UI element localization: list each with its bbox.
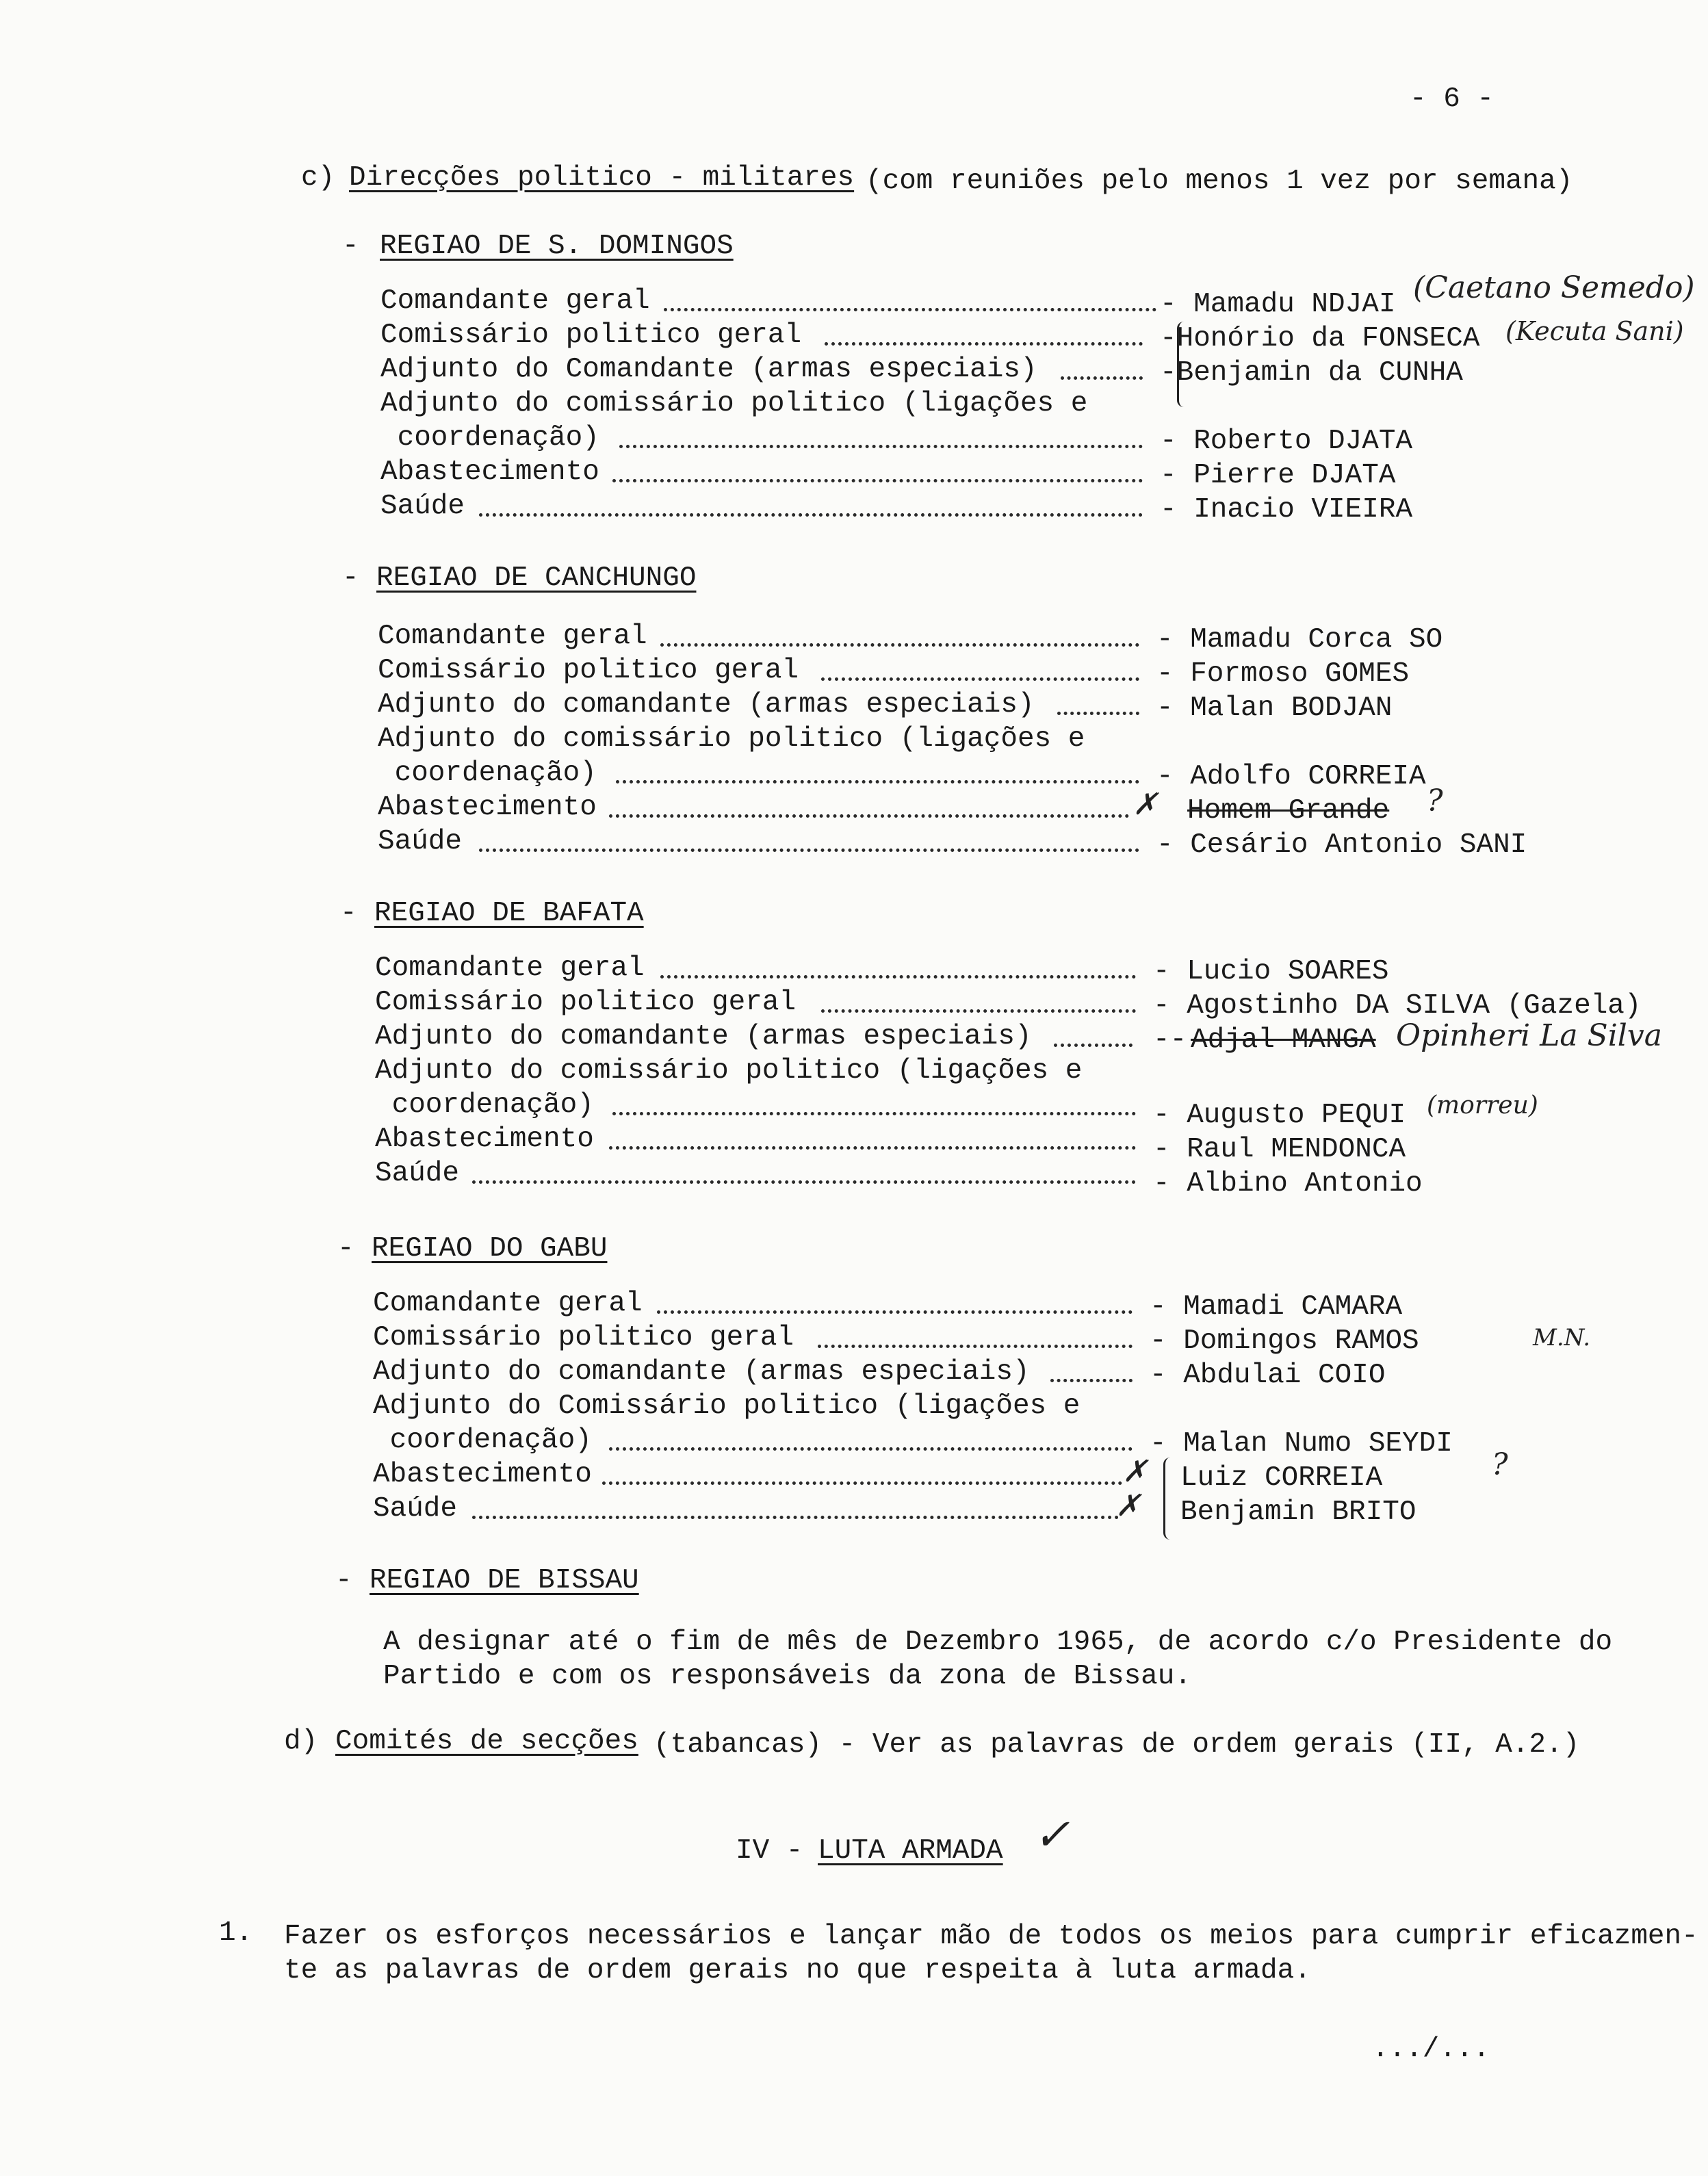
person-name: - Domingos RAMOS: [1150, 1325, 1419, 1357]
handwritten-question: ?: [1427, 783, 1443, 818]
region-dash: -: [335, 1565, 352, 1596]
person-name: - Mamadi CAMARA: [1150, 1291, 1403, 1323]
leader-dots: [664, 308, 1156, 311]
leader-dots: [609, 1146, 1136, 1150]
person-name: -Honório da FONSECA: [1160, 323, 1480, 354]
person-name: - Raul MENDONCA: [1153, 1134, 1406, 1165]
section-c-rest: (com reuniões pelo menos 1 vez por semana): [866, 166, 1573, 197]
handwritten-bracket: [1177, 322, 1189, 407]
role-label: Adjunto do Comandante (armas especiais): [380, 354, 1037, 385]
leader-dots: [1054, 1044, 1133, 1047]
person-name: - Malan BODJAN: [1156, 692, 1393, 724]
section-c-title: Direcções politico - militares: [349, 162, 855, 194]
person-name: - Agostinho DA SILVA (Gazela): [1153, 990, 1642, 1022]
section-d-prefix: d): [284, 1726, 318, 1757]
leader-dots: [818, 1345, 1133, 1348]
continuation-marker: .../...: [1372, 2034, 1490, 2065]
region-dash: -: [340, 898, 357, 929]
section-d-rest: (tabancas) - Ver as palavras de ordem gerais (II, A.2.): [654, 1729, 1580, 1761]
role-label: Comissário politico geral: [380, 320, 802, 351]
leader-dots: [472, 1516, 1119, 1519]
role-label: Adjunto do comandante (armas especiais): [373, 1356, 1030, 1388]
role-label: Abastecimento: [373, 1459, 592, 1490]
role-label: Saúde: [378, 826, 463, 857]
role-label: Comandante geral: [380, 285, 650, 317]
role-label: Comissário politico geral: [373, 1322, 794, 1353]
person-dash: --: [1153, 1024, 1187, 1056]
role-label: Saúde: [373, 1493, 458, 1525]
role-label: Adjunto do comissário politico (ligações e: [380, 388, 1088, 419]
person-name: - Roberto DJATA: [1160, 426, 1413, 457]
leader-dots: [660, 643, 1139, 647]
region-title: REGIAO DE BISSAU: [370, 1565, 639, 1596]
handwritten-checkmark: ✓: [1033, 1810, 1070, 1861]
role-label: Abastecimento: [378, 792, 597, 823]
region-note-line1: A designar até o fim de mês de Dezembro 1965, de acordo c/o Presidente do: [383, 1627, 1613, 1658]
leader-dots: [821, 677, 1139, 681]
handwritten-name: Opinheri La Silva: [1396, 1018, 1662, 1053]
person-name: -Benjamin da CUNHA: [1160, 357, 1463, 389]
person-name: Luiz CORREIA: [1180, 1462, 1383, 1494]
leader-dots: [616, 780, 1139, 783]
handwritten-note: (Kecuta Sani): [1505, 316, 1684, 346]
handwritten-note: (morreu): [1427, 1091, 1538, 1119]
role-label: Adjunto do comandante (armas especiais): [375, 1021, 1032, 1052]
role-label: coordenação): [378, 757, 597, 789]
section-iv-prefix: IV -: [736, 1835, 820, 1867]
person-name: - Mamadu NDJAI: [1160, 289, 1396, 320]
role-label: Comandante geral: [375, 953, 645, 984]
handwritten-question: ?: [1492, 1447, 1508, 1482]
person-name: - Formoso GOMES: [1156, 658, 1410, 690]
region-title: REGIAO DE CANCHUNGO: [376, 562, 697, 594]
item-1-number: 1.: [219, 1917, 253, 1949]
handwritten-cross: ✗: [1115, 1488, 1141, 1523]
role-label: coordenação): [380, 422, 599, 454]
role-label: Comandante geral: [378, 621, 647, 652]
role-label: Abastecimento: [375, 1124, 594, 1155]
leader-dots: [619, 445, 1143, 448]
handwritten-cross: ✗: [1133, 787, 1158, 822]
item-1-line2: te as palavras de ordem gerais no que respeita à luta armada.: [284, 1955, 1311, 1986]
person-name: - Pierre DJATA: [1160, 460, 1396, 491]
leader-dots: [657, 1310, 1133, 1314]
person-name: - Mamadu Corca SO: [1156, 624, 1443, 656]
leader-dots: [609, 1447, 1133, 1451]
role-label: Comissário politico geral: [378, 655, 799, 686]
leader-dots: [479, 849, 1139, 852]
person-name: Benjamin BRITO: [1180, 1497, 1416, 1528]
role-label: coordenação): [373, 1425, 592, 1456]
leader-dots: [602, 1481, 1122, 1485]
leader-dots: [821, 1009, 1136, 1013]
region-title: REGIAO DE BAFATA: [374, 898, 644, 929]
section-d-title: Comités de secções: [335, 1726, 638, 1757]
role-label: Adjunto do Comissário politico (ligações e: [373, 1390, 1081, 1422]
item-1-line1: Fazer os esforços necessários e lançar mão de todos os meios para cumprir eficazmen-: [284, 1921, 1698, 1952]
role-label: Adjunto do comissário politico (ligações e: [378, 723, 1085, 755]
role-label: Saúde: [375, 1158, 460, 1189]
leader-dots: [612, 479, 1143, 482]
role-label: Abastecimento: [380, 456, 599, 488]
leader-dots: [660, 975, 1136, 979]
section-iv-title: LUTA ARMADA: [818, 1835, 1003, 1867]
role-label: Adjunto do comissário politico (ligações e: [375, 1055, 1083, 1087]
person-name-struck: Adjal MANGA: [1191, 1024, 1376, 1056]
person-name: - Lucio SOARES: [1153, 956, 1389, 987]
handwritten-note: (Caetano Semedo): [1413, 270, 1695, 305]
role-label: coordenação): [375, 1089, 594, 1121]
role-label: Comissário politico geral: [375, 987, 797, 1018]
leader-dots: [1057, 712, 1139, 715]
role-label: Adjunto do comandante (armas especiais): [378, 689, 1035, 721]
leader-dots: [1061, 376, 1143, 380]
leader-dots: [825, 342, 1143, 346]
person-name: - Cesário Antonio SANI: [1156, 829, 1527, 861]
leader-dots: [1050, 1379, 1133, 1382]
person-name: - Inacio VIEIRA: [1160, 494, 1413, 526]
region-dash: -: [337, 1233, 354, 1265]
person-name: - Malan Numo SEYDI: [1150, 1428, 1453, 1460]
handwritten-initials: M.N.: [1533, 1324, 1591, 1351]
region-note-line2: Partido e com os responsáveis da zona de Bissau.: [383, 1661, 1191, 1692]
region-dash: -: [342, 231, 359, 262]
leader-dots: [479, 513, 1143, 517]
leader-dots: [612, 1112, 1136, 1115]
person-name-struck: Homem Grande: [1187, 795, 1390, 827]
region-title: REGIAO DE S. DOMINGOS: [380, 231, 734, 262]
handwritten-cross: ✗: [1122, 1454, 1148, 1489]
handwritten-bracket: [1163, 1458, 1175, 1540]
section-c-prefix: c): [301, 162, 335, 194]
person-name: - Augusto PEQUI: [1153, 1100, 1406, 1131]
leader-dots: [472, 1180, 1136, 1184]
person-name: - Adolfo CORREIA: [1156, 761, 1426, 792]
role-label: Comandante geral: [373, 1288, 643, 1319]
page-number: - 6 -: [1410, 83, 1494, 115]
role-label: Saúde: [380, 491, 465, 522]
person-name: - Abdulai COIO: [1150, 1360, 1386, 1391]
region-dash: -: [342, 562, 359, 594]
region-title: REGIAO DO GABU: [372, 1233, 608, 1265]
leader-dots: [609, 814, 1129, 818]
person-name: - Albino Antonio: [1153, 1168, 1423, 1200]
